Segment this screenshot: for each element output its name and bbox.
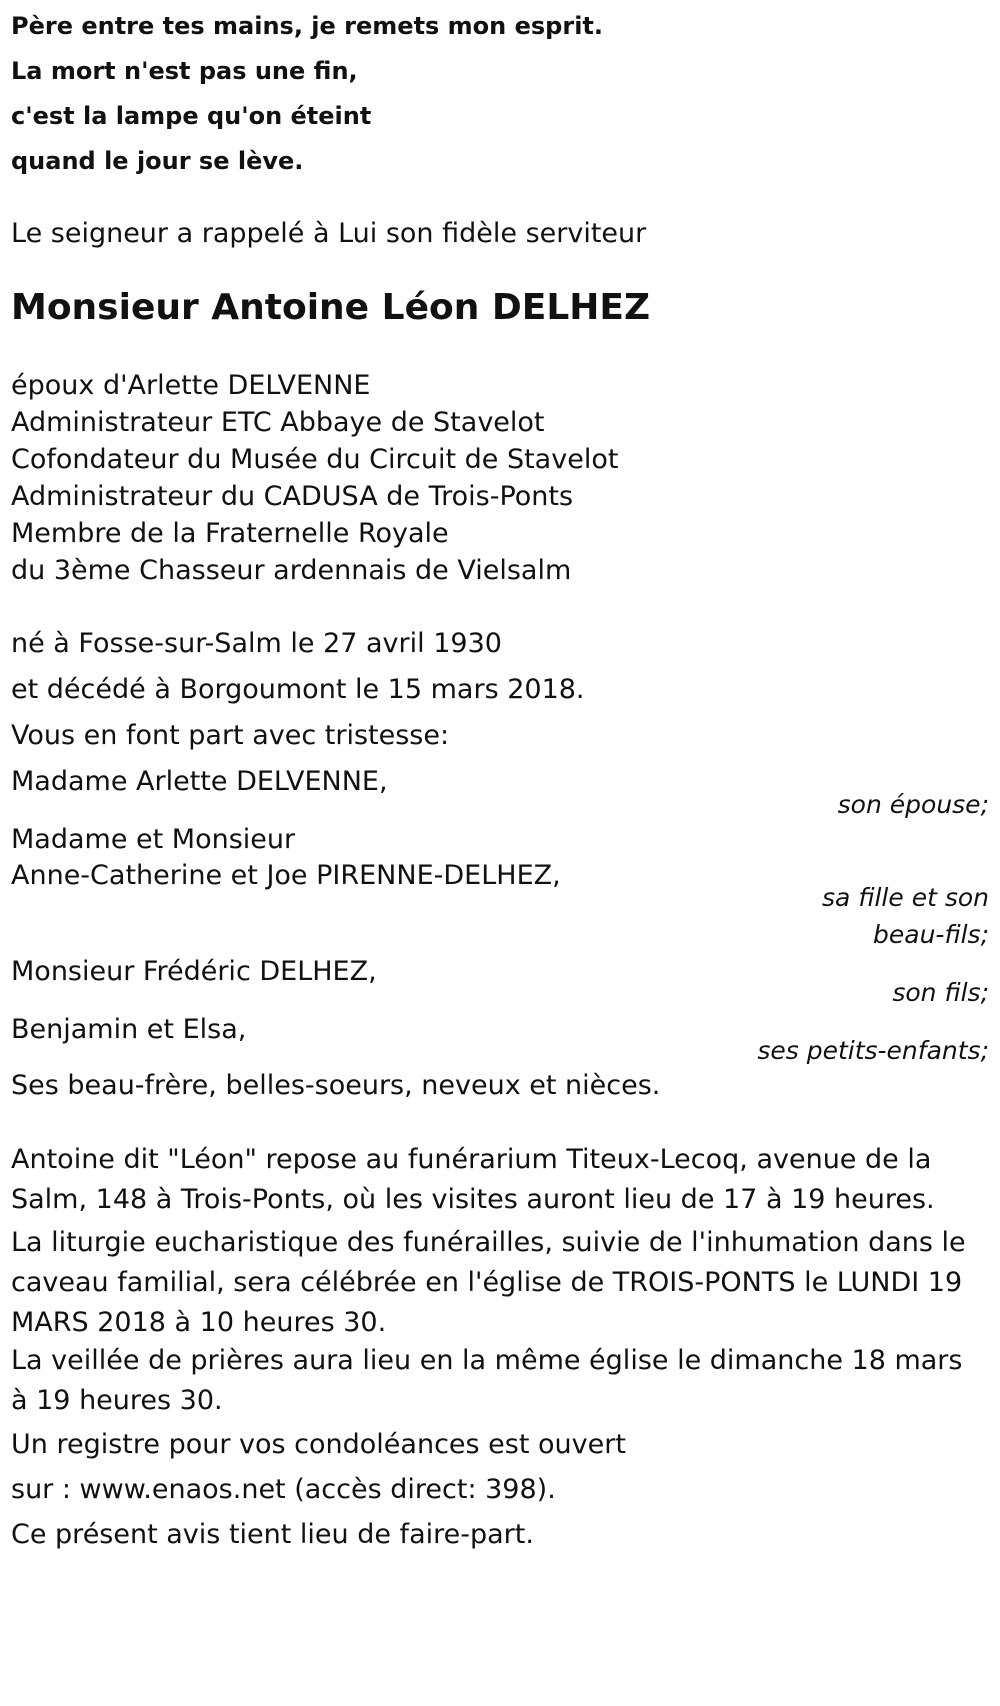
repose-paragraph: Antoine dit "Léon" repose au funérarium Titeux-Lecoq, avenue de la Salm, 148 à Trois-Ponts, où les visites auront lieu de 17 à 19 heures. (11, 1144, 935, 1215)
notice-text: Ce présent avis tient lieu de faire-part. (11, 1519, 534, 1550)
title-line: Administrateur du CADUSA de Trois-Ponts (11, 481, 574, 512)
deceased-name: Monsieur Antoine Léon DELHEZ (11, 287, 651, 328)
title-line: du 3ème Chasseur ardennais de Vielsalm (11, 555, 572, 586)
family-member-name: Madame Arlette DELVENNE, (11, 766, 388, 797)
family-member-name: Madame et Monsieur (11, 824, 296, 855)
family-member-relation: son épouse; (837, 790, 989, 819)
vigil-paragraph: La veillée de prières aura lieu en la même église le dimanche 18 mars à 19 heures 30. (11, 1345, 963, 1416)
title-line: Cofondateur du Musée du Circuit de Stavelot (11, 444, 619, 475)
title-line: Membre de la Fraternelle Royale (11, 518, 449, 549)
liturgy-paragraph: La liturgie eucharistique des funérailles, suivie de l'inhumation dans le caveau familial, sera célébrée en l'église de TROIS-PONTS le LUNDI 19 MARS 2018 à 10 heures 30. (11, 1227, 966, 1338)
title-line: époux d'Arlette DELVENNE (11, 370, 371, 401)
announce-text: Vous en font part avec tristesse: (11, 720, 450, 751)
family-member-relation: ses petits-enfants; (757, 1036, 989, 1065)
birth-text: né à Fosse-sur-Salm le 27 avril 1930 (11, 628, 502, 659)
family-member-name: Benjamin et Elsa, (11, 1014, 247, 1045)
verse-line: quand le jour se lève. (11, 147, 304, 175)
family-member-relation: son fils; (892, 978, 989, 1007)
family-others: Ses beau-frère, belles-soeurs, neveux et nièces. (11, 1070, 661, 1101)
register-text: Un registre pour vos condoléances est ouvert (11, 1429, 626, 1460)
verse-line: Père entre tes mains, je remets mon esprit. (11, 12, 604, 40)
register-link-text: sur : www.enaos.net (accès direct: 398). (11, 1474, 556, 1505)
verse-line: c'est la lampe qu'on éteint (11, 102, 372, 130)
death-text: et décédé à Borgoumont le 15 mars 2018. (11, 674, 585, 705)
verse-line: La mort n'est pas une fin, (11, 57, 358, 85)
family-member-name: Anne-Catherine et Joe PIRENNE-DELHEZ, (11, 860, 561, 891)
title-line: Administrateur ETC Abbaye de Stavelot (11, 407, 545, 438)
family-member-relation: beau-fils; (873, 920, 989, 949)
family-member-relation: sa fille et son (822, 883, 989, 912)
family-member-name: Monsieur Frédéric DELHEZ, (11, 956, 377, 987)
intro-text: Le seigneur a rappelé à Lui son fidèle serviteur (11, 218, 647, 249)
